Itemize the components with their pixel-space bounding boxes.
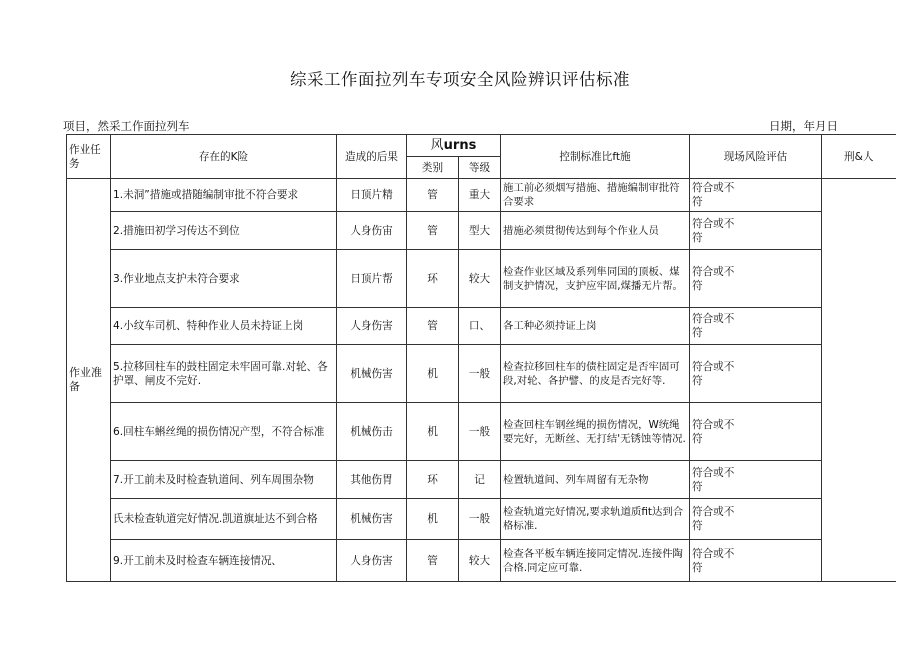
assessment-cell [690, 179, 822, 212]
assessment-text: 符合或不符 [692, 217, 735, 244]
risk-cell: 4.小纹车司机、特种作业人员未持证上岗 [111, 308, 337, 345]
consequence-cell: 其他伤胃 [337, 461, 407, 499]
page-title: 综采工作面拉列车专项安全风险辨识评估标准 [290, 70, 630, 89]
assessment-text: 符合或不符 [692, 313, 735, 339]
risk-cell: 7.开工前未及时检查轨道间、列车周围杂物 [111, 461, 337, 499]
control-cell: 检查回柱车钢丝绳的损伤情况，W统绳要完好，无断丝、无打结'无锈蚀等情况. [501, 403, 690, 461]
table-row [67, 403, 896, 461]
level-cell: 较大 [459, 540, 501, 582]
table-row [67, 179, 896, 212]
header-assessment: 现场风险评估 [690, 135, 822, 179]
consequence-cell: 机械伤击 [337, 403, 407, 461]
assessment-text: 符合或不符 [692, 506, 735, 532]
header-control: 控制标准比ft施 [501, 135, 690, 179]
table-row [67, 250, 896, 308]
risk-cell: 氏未检查轨道完好情况.凯道旗址达不到合格 [111, 499, 337, 540]
table-row [67, 345, 896, 403]
header-row-1 [67, 135, 896, 157]
table-row [67, 540, 896, 582]
level-cell: 较大 [459, 250, 501, 308]
assessment-cell [690, 540, 822, 582]
control-cell: 检查拉移回柱车的债柱固定是否牢固可段,对轮、各护譬、的皮是否完好等. [501, 345, 690, 403]
risk-cell: 2.措施田初学习传达不到位 [111, 212, 337, 250]
category-cell: 管 [407, 540, 459, 582]
assessment-cell [690, 345, 822, 403]
control-cell: 检置轨道间、列车周留有无杂物 [501, 461, 690, 499]
consequence-cell: 人身伤害 [337, 308, 407, 345]
category-cell: 机 [407, 499, 459, 540]
assessment-text: 符合或不符 [692, 466, 735, 493]
risk-cell: 1.未洞”措施或措随编制审批不符合要求 [111, 179, 337, 212]
project-label: 项目，然采工作面拉列车 [63, 119, 190, 133]
table-row [67, 308, 896, 345]
date-label: 日期，年月日 [769, 119, 838, 133]
risk-table [66, 134, 896, 582]
risk-cell: 6.回柱车蝌丝绳的损伤情况产型，不符合标准 [111, 403, 337, 461]
assessment-text: 符合或不符 [692, 360, 735, 387]
level-cell: 重大 [459, 179, 501, 212]
assessment-cell [690, 499, 822, 540]
level-cell: 一般 [459, 403, 501, 461]
category-cell: 管 [407, 212, 459, 250]
assessment-cell [690, 403, 822, 461]
risk-cell: 9.开工前未及时检查车辆连接情况、 [111, 540, 337, 582]
header-consequence: 造成的后果 [337, 135, 407, 179]
consequence-cell: 机械伤害 [337, 345, 407, 403]
assessment-cell [690, 308, 822, 345]
level-cell: 一般 [459, 345, 501, 403]
assessment-cell [690, 461, 822, 499]
table-row [67, 499, 896, 540]
person-cell [822, 179, 896, 582]
level-cell: 口、 [459, 308, 501, 345]
risk-cell: 5.拉移回柱车的鼓柱固定未牢固可靠.对轮、各护罩、闸皮不完好. [111, 345, 337, 403]
table-row [67, 461, 896, 499]
header-risk-group-prefix: 风 [430, 137, 444, 153]
consequence-cell: 人身伤害 [337, 540, 407, 582]
level-cell: 一般 [459, 499, 501, 540]
consequence-cell: 日顶片帮 [337, 250, 407, 308]
consequence-cell: 日顶片精 [337, 179, 407, 212]
assessment-text: 符合或不符 [692, 182, 735, 208]
task-cell: 作业准备 [67, 179, 111, 582]
header-risk: 存在的K险 [111, 135, 337, 179]
category-cell: 管 [407, 179, 459, 212]
risk-cell: 3.作业地点支护未符合要求 [111, 250, 337, 308]
control-cell: 检查轨道完好情况,要求轨道质fit达到合格标准. [501, 499, 690, 540]
control-cell: 措施必须贯彻传达到每个作业人员 [501, 212, 690, 250]
category-cell: 环 [407, 250, 459, 308]
control-cell: 检查作业区域及系列隼同国的顶板、煤制支护情况，支护应牢固,煤播无片帮。 [501, 250, 690, 308]
level-cell: 型大 [459, 212, 501, 250]
control-cell: 检查各平板车辆连接同定情况.连接件陶合格.同定应可靠. [501, 540, 690, 582]
table-row [67, 212, 896, 250]
assessment-cell [690, 250, 822, 308]
header-category: 类别 [407, 157, 459, 179]
control-cell: 施工前必须烟写措施、措施编制审批符合要求 [501, 179, 690, 212]
category-cell: 管 [407, 308, 459, 345]
assessment-text: 符合或不符 [692, 418, 735, 445]
header-task: 作业任务 [67, 135, 111, 179]
header-level: 等级 [459, 157, 501, 179]
assessment-cell [690, 212, 822, 250]
header-person: 刑&人 [822, 135, 896, 179]
assessment-text: 符合或不符 [692, 265, 735, 292]
assessment-text: 符合或不符 [692, 547, 735, 574]
header-risk-group [407, 135, 501, 157]
category-cell: 机 [407, 403, 459, 461]
consequence-cell: 人身伤宙 [337, 212, 407, 250]
control-cell: 各工种必须持证上岗 [501, 308, 690, 345]
header-risk-group-suffix: urns [443, 137, 477, 153]
consequence-cell: 机械伤害 [337, 499, 407, 540]
level-cell: 记 [459, 461, 501, 499]
category-cell: 环 [407, 461, 459, 499]
category-cell: 机 [407, 345, 459, 403]
